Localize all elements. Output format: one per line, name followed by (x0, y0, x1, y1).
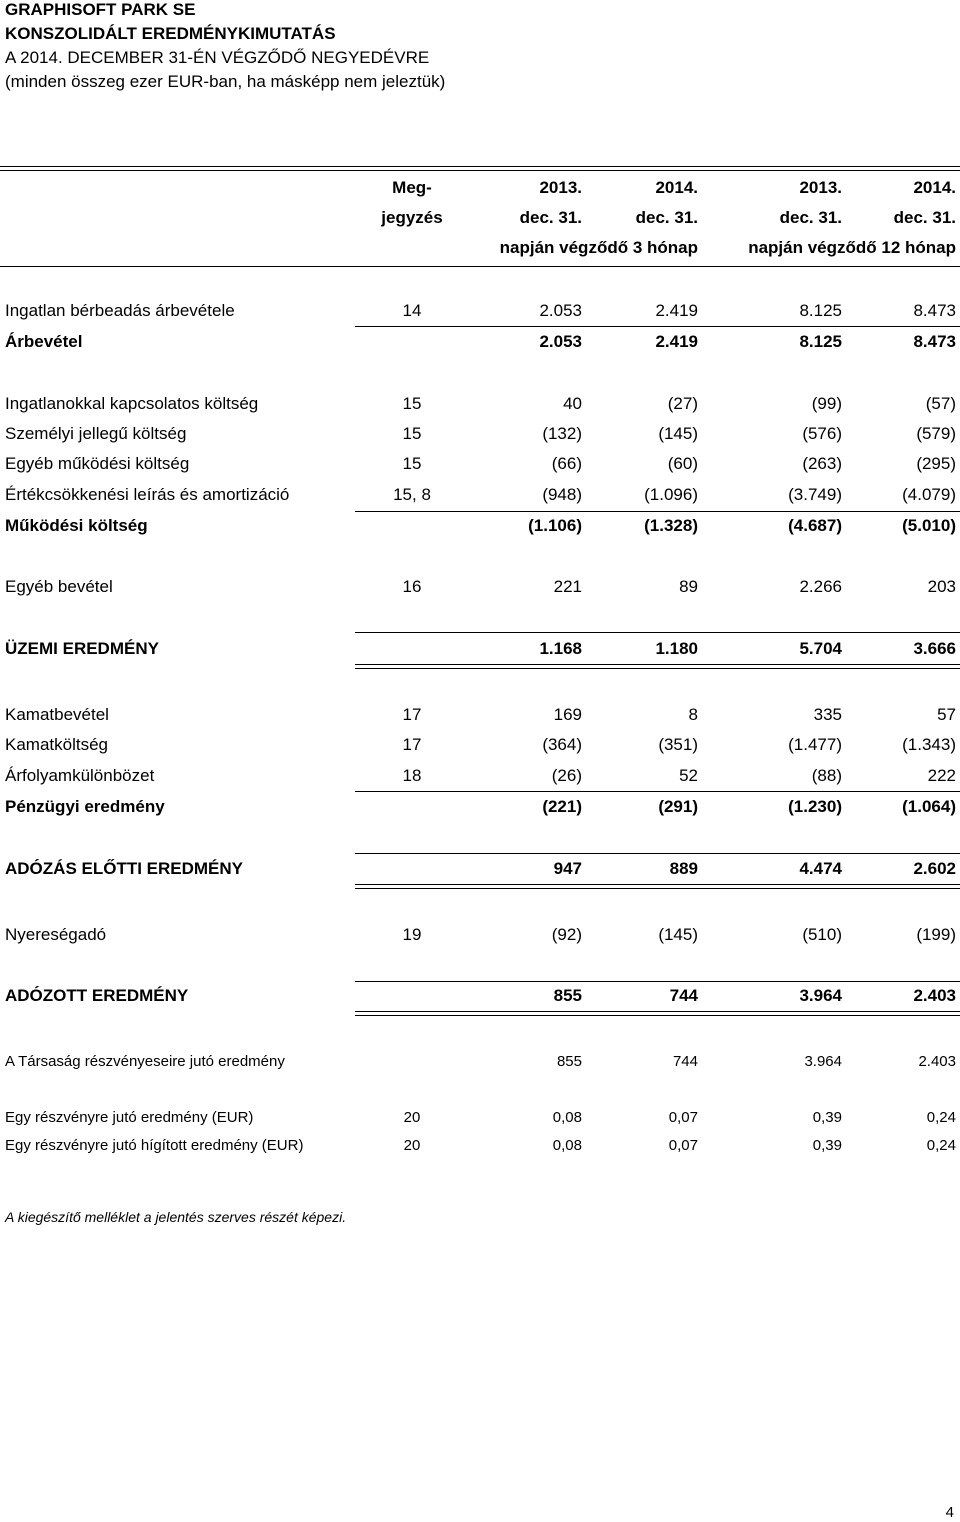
row-value-col3: 0,39 (812, 1109, 842, 1126)
row-value-col3: 0,39 (812, 1137, 842, 1154)
row-value-col4: (57) (925, 394, 956, 413)
financial-subtotal-rule (355, 791, 960, 792)
group-3-months: napján végződő 3 hónap (499, 238, 698, 257)
row-value-col2: (145) (658, 925, 698, 944)
operating-result-rule-bottom (355, 664, 960, 669)
row-value-col4: 0,24 (926, 1137, 956, 1154)
group-12-months: napján végződő 12 hónap (748, 238, 956, 257)
row-value-col3: 2.266 (799, 577, 842, 596)
row-value-col4: 2.602 (913, 859, 956, 878)
row-label: A Társaság részvényeseire jutó eredmény (5, 1053, 285, 1070)
row-value-col4: (1.343) (902, 735, 956, 754)
row-label: Pénzügyi eredmény (5, 797, 165, 816)
row-value-col1: 40 (563, 394, 582, 413)
header-bottom-rule (0, 266, 960, 267)
col2-date: dec. 31. (635, 208, 698, 227)
col4-year: 2014. (913, 178, 956, 197)
row-value-col3: 3.964 (799, 986, 842, 1005)
row-value-col4: 222 (927, 766, 956, 785)
row-value-col2: (291) (658, 797, 698, 816)
row-label: Személyi jellegű költség (5, 424, 187, 443)
row-value-col2: (145) (658, 424, 698, 443)
row-value-col3: (3.749) (788, 485, 842, 504)
row-value-col4: 57 (937, 705, 956, 724)
row-value-col4: (5.010) (902, 516, 956, 535)
row-value-col4: 2.403 (918, 1053, 956, 1070)
revenue-subtotal-rule (355, 326, 960, 327)
col3-date: dec. 31. (779, 208, 842, 227)
row-value-col2: (27) (667, 394, 698, 413)
row-value-col1: 2.053 (539, 301, 582, 320)
row-label: ADÓZOTT EREDMÉNY (5, 986, 189, 1005)
col2-year: 2014. (655, 178, 698, 197)
row-value-col3: (576) (802, 424, 842, 443)
col3-year: 2013. (799, 178, 842, 197)
row-label: Ingatlanokkal kapcsolatos költség (5, 394, 259, 413)
row-note: 20 (403, 1137, 421, 1154)
row-note: 17 (402, 705, 422, 724)
row-value-col1: (26) (551, 766, 582, 785)
row-label: Árbevétel (5, 332, 83, 351)
row-value-col3: (510) (802, 925, 842, 944)
row-label: Kamatbevétel (5, 705, 109, 724)
row-note: 15 (402, 424, 422, 443)
net-result-rule-bottom (355, 1011, 960, 1016)
row-value-col2: (1.328) (644, 516, 698, 535)
row-value-col2: 0,07 (668, 1109, 698, 1126)
row-value-col1: 947 (553, 859, 582, 878)
col1-date: dec. 31. (519, 208, 582, 227)
row-value-col3: (99) (811, 394, 842, 413)
row-value-col3: 8.125 (799, 332, 842, 351)
row-note: 15 (402, 394, 422, 413)
row-value-col3: (1.230) (788, 797, 842, 816)
opex-subtotal-rule (355, 511, 960, 512)
row-note: 14 (402, 301, 422, 320)
row-value-col1: (1.106) (528, 516, 582, 535)
row-note: 20 (403, 1109, 421, 1126)
row-label: Egy részvényre jutó eredmény (EUR) (5, 1109, 254, 1126)
row-value-col2: 744 (669, 986, 698, 1005)
pretax-result-rule-top (355, 853, 960, 854)
footnote: A kiegészítő melléklet a jelentés szerves részét képezi. (5, 1209, 347, 1225)
row-label: Nyereségadó (5, 925, 107, 944)
row-value-col2: 0,07 (668, 1137, 698, 1154)
row-value-col4: 2.403 (913, 986, 956, 1005)
row-value-col3: (263) (802, 454, 842, 473)
row-label: Egyéb bevétel (5, 577, 113, 596)
row-value-col4: (579) (916, 424, 956, 443)
row-note: 16 (402, 577, 422, 596)
row-value-col3: 8.125 (799, 301, 842, 320)
col1-year: 2013. (539, 178, 582, 197)
row-value-col1: 0,08 (552, 1137, 582, 1154)
row-label: Egy részvényre jutó hígított eredmény (EUR) (5, 1137, 304, 1154)
row-value-col2: 2.419 (655, 332, 698, 351)
row-value-col2: 889 (669, 859, 698, 878)
company-name: GRAPHISOFT PARK SE (5, 0, 196, 19)
row-value-col1: (92) (551, 925, 582, 944)
row-value-col4: 3.666 (913, 639, 956, 658)
row-value-col1: (221) (542, 797, 582, 816)
row-value-col1: 221 (553, 577, 582, 596)
row-value-col1: 0,08 (552, 1109, 582, 1126)
net-result-rule-top (355, 981, 960, 982)
row-label: ÜZEMI EREDMÉNY (5, 639, 159, 658)
row-value-col4: (199) (916, 925, 956, 944)
row-value-col3: 335 (813, 705, 842, 724)
row-value-col4: 8.473 (913, 332, 956, 351)
row-note: 18 (402, 766, 422, 785)
pretax-result-rule-bottom (355, 884, 960, 889)
row-value-col3: 5.704 (799, 639, 842, 658)
row-value-col2: 8 (688, 705, 698, 724)
row-value-col2: 2.419 (655, 301, 698, 320)
row-label: Működési költség (5, 516, 148, 535)
col4-date: dec. 31. (893, 208, 956, 227)
row-value-col4: (295) (916, 454, 956, 473)
currency-note: (minden összeg ezer EUR-ban, ha másképp nem jeleztük) (5, 72, 446, 91)
row-value-col3: (1.477) (788, 735, 842, 754)
row-label: Ingatlan bérbeadás árbevétele (5, 301, 235, 320)
row-note: 17 (402, 735, 422, 754)
row-value-col4: 0,24 (926, 1109, 956, 1126)
row-label: Kamatköltség (5, 735, 108, 754)
row-note: 15 (402, 454, 422, 473)
row-value-col3: 3.964 (804, 1053, 842, 1070)
statement-title: KONSZOLIDÁLT EREDMÉNYKIMUTATÁS (5, 24, 336, 43)
row-value-col1: (132) (542, 424, 582, 443)
row-value-col4: (4.079) (902, 485, 956, 504)
row-value-col1: 855 (553, 986, 582, 1005)
row-label: ADÓZÁS ELŐTTI EREDMÉNY (5, 859, 244, 878)
row-value-col3: 4.474 (799, 859, 842, 878)
row-label: Értékcsökkenési leírás és amortizáció (5, 485, 290, 504)
note-col-header-2: jegyzés (381, 208, 443, 227)
row-value-col1: (948) (542, 485, 582, 504)
row-value-col3: (4.687) (788, 516, 842, 535)
header-top-rule (0, 166, 960, 171)
operating-result-rule-top (355, 632, 960, 633)
row-note: 19 (402, 925, 422, 944)
row-value-col1: 169 (553, 705, 582, 724)
row-value-col1: 855 (556, 1053, 582, 1070)
row-value-col2: 89 (679, 577, 698, 596)
row-value-col4: 8.473 (913, 301, 956, 320)
row-value-col1: (364) (542, 735, 582, 754)
row-value-col4: 203 (927, 577, 956, 596)
row-value-col2: 52 (679, 766, 698, 785)
statement-period: A 2014. DECEMBER 31-ÉN VÉGZŐDŐ NEGYEDÉVRE (5, 48, 430, 67)
row-value-col2: (1.096) (644, 485, 698, 504)
note-col-header-1: Meg- (392, 178, 432, 197)
page-number: 4 (945, 1504, 954, 1521)
row-value-col2: 744 (672, 1053, 698, 1070)
row-value-col4: (1.064) (902, 797, 956, 816)
row-note: 15, 8 (393, 485, 431, 504)
row-value-col2: (60) (667, 454, 698, 473)
row-value-col1: 2.053 (539, 332, 582, 351)
row-value-col2: (351) (658, 735, 698, 754)
row-value-col3: (88) (811, 766, 842, 785)
row-label: Egyéb működési költség (5, 454, 190, 473)
row-label: Árfolyamkülönbözet (5, 766, 155, 785)
row-value-col1: 1.168 (539, 639, 582, 658)
row-value-col2: 1.180 (655, 639, 698, 658)
row-value-col1: (66) (551, 454, 582, 473)
